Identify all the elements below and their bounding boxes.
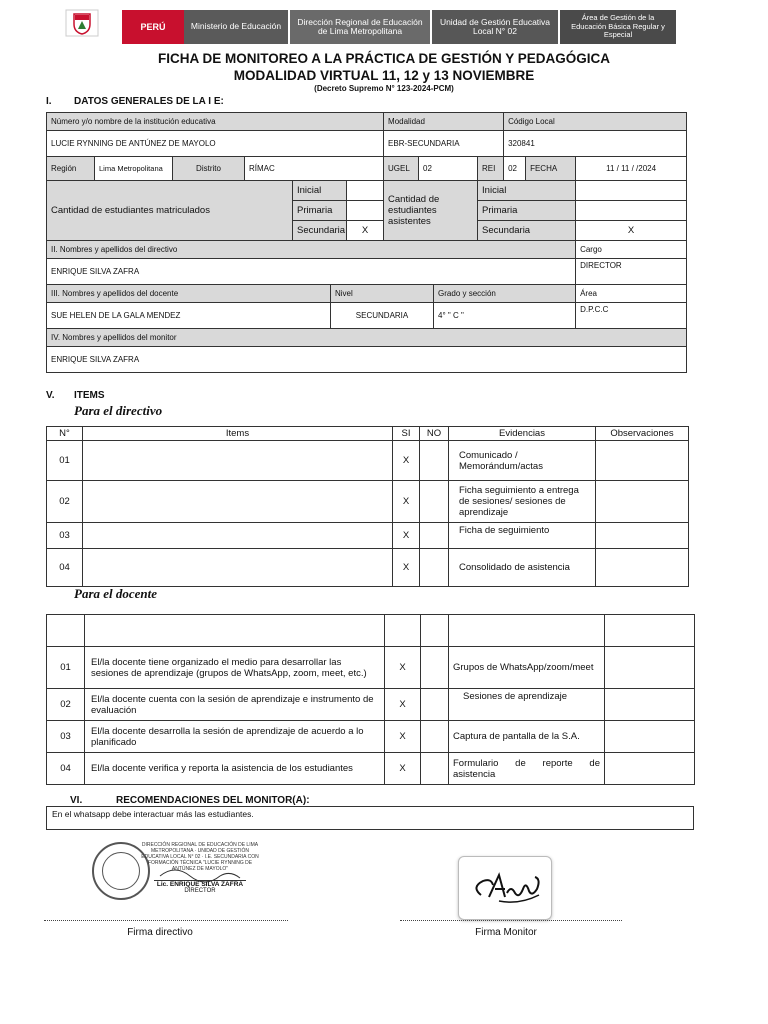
director-signature-line [44, 920, 288, 921]
blank-header [47, 615, 85, 647]
monitor-name: ENRIQUE SILVA ZAFRA [47, 347, 687, 373]
level-value: SECUNDARIA [331, 303, 434, 329]
row-item [83, 441, 393, 481]
directivo-items-table [46, 426, 689, 587]
row-observation [596, 481, 689, 523]
recommendation-box: En el whatsapp debe interactuar más las estudiantes. [46, 806, 694, 830]
row-si-mark: X [393, 523, 420, 549]
date-value: 11 / 11 / /2024 [576, 157, 687, 181]
blank-header [605, 615, 695, 647]
region-label: Región [47, 157, 95, 181]
row-observation [605, 721, 695, 753]
ugel-value: 02 [419, 157, 478, 181]
header-grade: Grado y sección [434, 285, 576, 303]
header-modality: Modalidad [384, 113, 504, 131]
table-row [47, 441, 689, 481]
row-si-mark: X [385, 721, 421, 753]
modality-value: EBR-SECUNDARIA [384, 131, 504, 157]
attending-primaria-value [576, 201, 687, 221]
table-row [47, 689, 695, 721]
header-director: II. Nombres y apellidos del directivo [47, 241, 576, 259]
attending-secundaria: Secundaria [478, 221, 576, 241]
attending-label: Cantidad de estudiantes asistentes [384, 181, 478, 241]
director-signature-caption: Firma directivo [127, 927, 193, 938]
row-number: 01 [47, 441, 83, 481]
ugel-label: UGEL [384, 157, 419, 181]
enrolled-inicial-value [347, 181, 384, 201]
row-evidence: Ficha seguimiento a entrega de sesiones/ sesiones de aprendizaje [449, 481, 596, 523]
row-number: 01 [47, 647, 85, 689]
col-items: Items [83, 427, 393, 441]
ugel-label: Unidad de Gestión Educativa Local N° 02 [430, 10, 558, 44]
row-no-mark [420, 481, 449, 523]
district-label: Distrito [173, 157, 245, 181]
section-1-title: DATOS GENERALES DE LA I E: [74, 96, 224, 107]
enrolled-label: Cantidad de estudiantes matriculados [47, 181, 293, 241]
docente-items-table [46, 614, 695, 785]
row-evidence: Ficha de seguimiento [449, 523, 596, 549]
row-evidence: Comunicado / Memorándum/actas [449, 441, 596, 481]
row-evidence: Captura de pantalla de la S.A. [449, 721, 605, 753]
row-si-mark: X [393, 549, 420, 587]
grade-value: 4° " C " [434, 303, 576, 329]
row-item [83, 481, 393, 523]
header-institution: Número y/o nombre de la institución educativa [47, 113, 384, 131]
attending-secundaria-mark: X [576, 221, 687, 241]
blank-header [385, 615, 421, 647]
monitor-signature-box [458, 856, 552, 920]
director-name: ENRIQUE SILVA ZAFRA [47, 259, 576, 285]
table-row [47, 523, 689, 549]
row-no-mark [421, 689, 449, 721]
row-no-mark [420, 523, 449, 549]
row-item: El/la docente verifica y reporta la asistencia de los estudiantes [85, 753, 385, 785]
row-observation [596, 441, 689, 481]
row-observation [605, 647, 695, 689]
rei-value: 02 [504, 157, 526, 181]
row-item [83, 549, 393, 587]
docente-subtitle: Para el docente [74, 586, 158, 601]
attending-primaria: Primaria [478, 201, 576, 221]
local-code-value: 320841 [504, 131, 687, 157]
row-si-mark: X [385, 753, 421, 785]
header-cargo: Cargo [576, 241, 687, 259]
header-level: Nivel [331, 285, 434, 303]
row-number: 03 [47, 721, 85, 753]
enrolled-primaria-value [347, 201, 384, 221]
row-item: El/la docente tiene organizado el medio para desarrollar las sesiones de aprendizaje (grupos de WhatsApp, zoom, meet, etc.) [85, 647, 385, 689]
row-no-mark [421, 753, 449, 785]
date-label: FECHA [526, 157, 576, 181]
row-number: 04 [47, 549, 83, 587]
stamp-role: DIRECTOR [184, 888, 216, 894]
col-si: SI [393, 427, 420, 441]
cargo-value: DIRECTOR [576, 259, 687, 285]
section-5-number: V. [46, 390, 55, 401]
enrolled-primaria: Primaria [293, 201, 347, 221]
row-number: 04 [47, 753, 85, 785]
section-6-title: RECOMENDACIONES DEL MONITOR(A): [116, 795, 310, 806]
peru-shield-logo [64, 8, 100, 38]
blank-header [85, 615, 385, 647]
section-1-number: I. [46, 96, 52, 107]
table-row [47, 753, 695, 785]
header-monitor: IV. Nombres y apellidos del monitor [47, 329, 687, 347]
col-observations: Observaciones [596, 427, 689, 441]
monitor-signature-line [400, 920, 622, 921]
col-no: NO [420, 427, 449, 441]
table-row [47, 721, 695, 753]
enrolled-secundaria: Secundaria [293, 221, 347, 241]
document-subtitle: MODALIDAD VIRTUAL 11, 12 y 13 NOVIEMBRE [233, 68, 535, 83]
institutional-header [122, 10, 678, 44]
attending-inicial: Inicial [478, 181, 576, 201]
ministry-label: Ministerio de Educación [184, 10, 288, 44]
teacher-name: SUE HELEN DE LA GALA MENDEZ [47, 303, 331, 329]
document-title: FICHA DE MONITOREO A LA PRÁCTICA DE GESTIÓN Y PEDAGÓGICA [157, 51, 611, 66]
director-stamp [140, 842, 260, 894]
peru-label: PERÚ [122, 10, 184, 44]
area-label: Área de Gestión de la Educación Básica Regular y Especial [558, 10, 676, 44]
row-number: 02 [47, 689, 85, 721]
row-no-mark [420, 441, 449, 481]
row-evidence: Formulario de reporte de asistencia [449, 753, 605, 785]
section-5-title: ITEMS [74, 390, 105, 401]
header-teacher: III. Nombres y apellidos del docente [47, 285, 331, 303]
monitor-signature-caption: Firma Monitor [475, 927, 537, 938]
district-value: RÍMAC [245, 157, 384, 181]
table-row [47, 647, 695, 689]
row-evidence: Sesiones de aprendizaje [449, 689, 605, 721]
enrolled-secundaria-mark: X [347, 221, 384, 241]
row-evidence: Grupos de WhatsApp/zoom/meet [449, 647, 605, 689]
blank-header [421, 615, 449, 647]
region-value: Lima Metropolitana [95, 157, 173, 181]
row-observation [596, 549, 689, 587]
row-no-mark [421, 721, 449, 753]
row-item: El/la docente desarrolla la sesión de aprendizaje de acuerdo a lo planificado [85, 721, 385, 753]
row-number: 03 [47, 523, 83, 549]
row-number: 02 [47, 481, 83, 523]
monitor-signature-icon [459, 857, 553, 921]
table-row [47, 549, 689, 587]
area-value: D.P.C.C [576, 303, 687, 329]
row-item [83, 523, 393, 549]
rei-label: REI [478, 157, 504, 181]
row-no-mark [421, 647, 449, 689]
col-evidence: Evidencias [449, 427, 596, 441]
section-6-number: VI. [70, 795, 83, 806]
row-observation [605, 753, 695, 785]
signature-scribble [140, 866, 260, 880]
col-number: N° [47, 427, 83, 441]
table-row [47, 481, 689, 523]
row-evidence: Consolidado de asistencia [449, 549, 596, 587]
header-area: Área [576, 285, 687, 303]
institution-name: LUCIE RYNNING DE ANTÚNEZ DE MAYOLO [47, 131, 384, 157]
blank-header [449, 615, 605, 647]
row-observation [605, 689, 695, 721]
row-no-mark [420, 549, 449, 587]
dre-label: Dirección Regional de Educación de Lima Metropolitana [288, 10, 430, 44]
directivo-subtitle: Para el directivo [74, 403, 163, 418]
attending-inicial-value [576, 181, 687, 201]
decree-reference: (Decreto Supremo N° 123-2024-PCM) [314, 84, 454, 93]
header-local-code: Código Local [504, 113, 687, 131]
row-item: El/la docente cuenta con la sesión de aprendizaje e instrumento de evaluación [85, 689, 385, 721]
stamp-name: Lic. ENRIQUE SILVA ZAFRA [156, 881, 244, 888]
general-data-table [46, 112, 687, 373]
enrolled-inicial: Inicial [293, 181, 347, 201]
row-si-mark: X [393, 441, 420, 481]
row-si-mark: X [385, 647, 421, 689]
row-si-mark: X [385, 689, 421, 721]
row-observation [596, 523, 689, 549]
row-si-mark: X [393, 481, 420, 523]
stamp-institution-lines: DIRECCIÓN REGIONAL DE EDUCACIÓN DE LIMA METROPOLITANA · UNIDAD DE GESTIÓN EDUCATIVA LOCAL N° 02 · I.E. SECUNDARIA CON FORMACIÓN TÉCNICA "LUCIE RYNNING DE ANTÚNEZ DE MAYOLO" [141, 842, 259, 872]
